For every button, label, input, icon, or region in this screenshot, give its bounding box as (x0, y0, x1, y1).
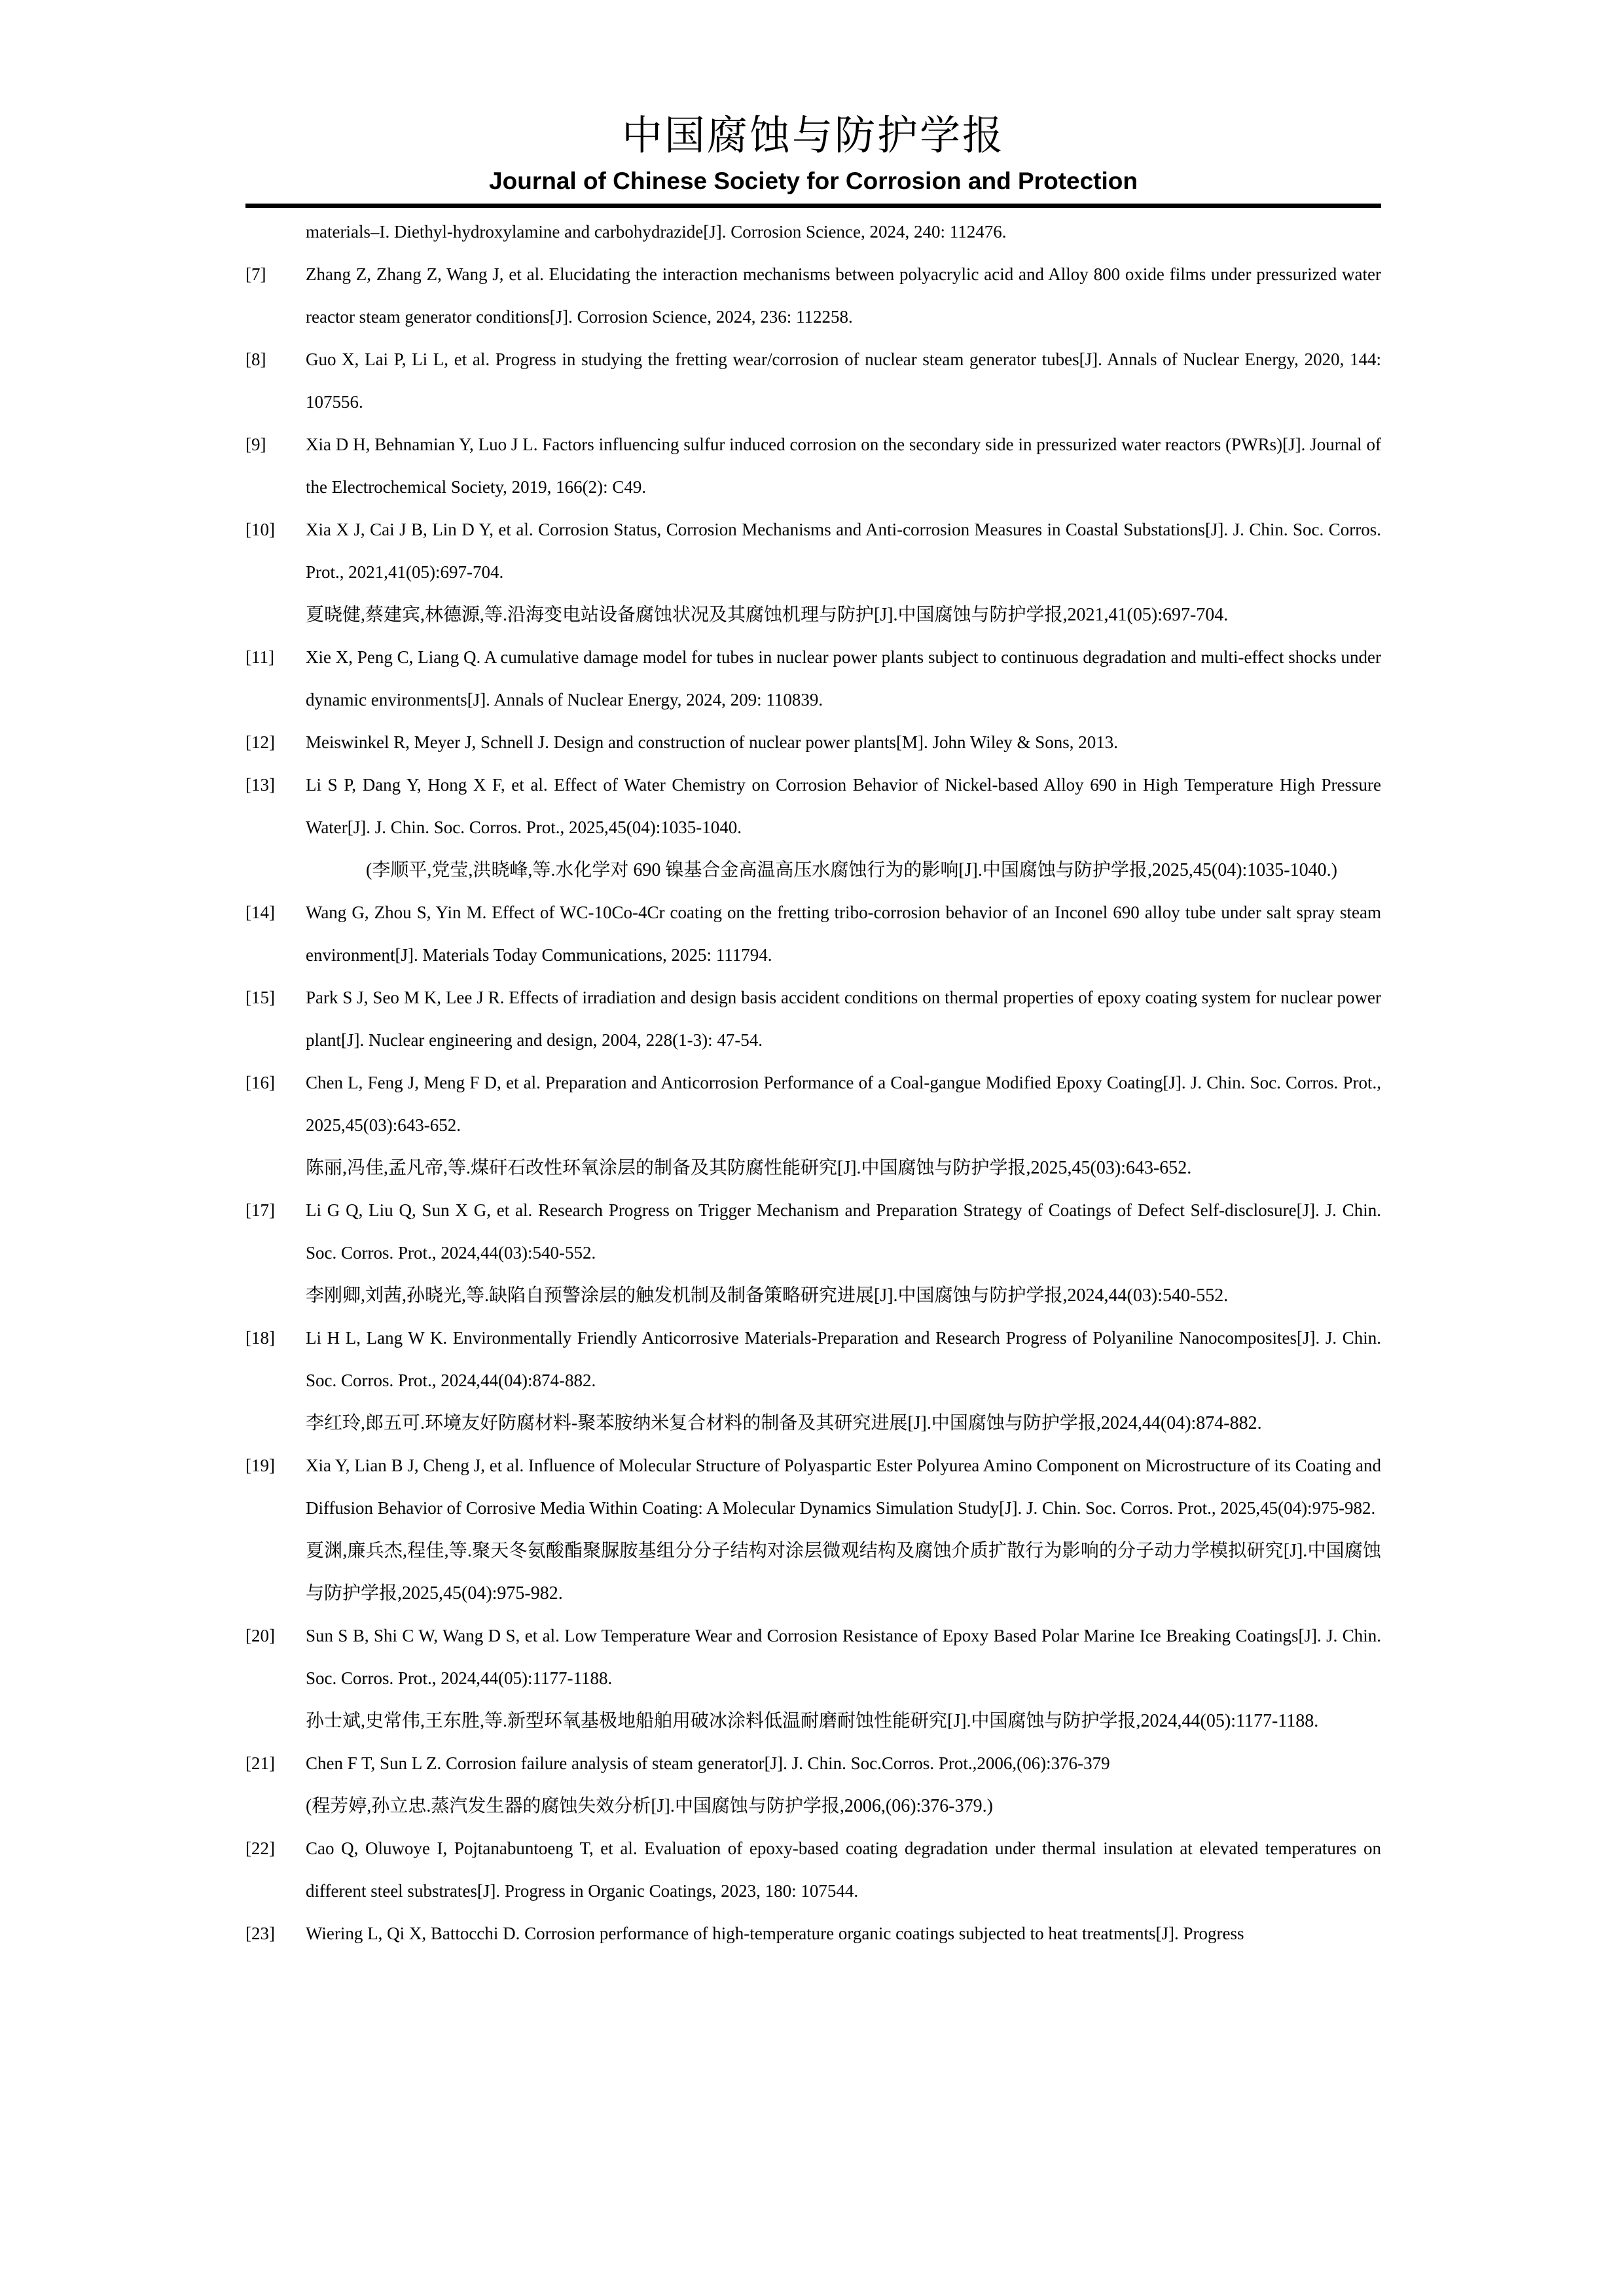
reference-item (245, 1912, 1381, 1955)
reference-text-zh: 夏晓健,蔡建宾,林德源,等.沿海变电站设备腐蚀状况及其腐蚀机理与防护[J].中国腐蚀与防护学报,2021,41(05):697-704. (306, 605, 1229, 625)
reference-text-zh: 李刚卿,刘茜,孙晓光,等.缺陷自预警涂层的触发机制及制备策略研究进展[J].中国腐蚀与防护学报,2024,44(03):540-552. (306, 1285, 1229, 1306)
reference-item (245, 1189, 1381, 1317)
reference-text-en: Wang G, Zhou S, Yin M. Effect of WC-10Co-4Cr coating on the fretting tribo-corrosion behavior of an Inconel 690 alloy tube under salt spray steam environment[J]. Materials Today Communications, 2025: 111794. (306, 903, 1381, 965)
reference-number: [17] (245, 1200, 275, 1220)
reference-text-en: Chen F T, Sun L Z. Corrosion failure analysis of steam generator[J]. J. Chin. Soc.Corros. Prot.,2006,(06):376-379 (306, 1753, 1110, 1773)
reference-item (245, 423, 1381, 509)
reference-item (245, 338, 1381, 423)
reference-number: [22] (245, 1839, 275, 1858)
reference-text-en: Li H L, Lang W K. Environmentally Friendly Anticorrosive Materials-Preparation and Research Progress of Polyaniline Nanocomposites[J]. J. Chin. Soc. Corros. Prot., 2024,44(04):874-882. (306, 1328, 1381, 1390)
reference-item (245, 977, 1381, 1062)
reference-item (245, 1827, 1381, 1912)
journal-title-en: Journal of Chinese Society for Corrosion and Protection (489, 168, 1138, 194)
reference-text-en: Chen L, Feng J, Meng F D, et al. Preparation and Anticorrosion Performance of a Coal-gangue Modified Epoxy Coating[J]. J. Chin. Soc. Corros. Prot., 2025,45(03):643-652. (306, 1073, 1381, 1135)
reference-number: [15] (245, 988, 275, 1007)
reference-number: [16] (245, 1073, 275, 1092)
reference-number: [18] (245, 1328, 275, 1348)
reference-text-en: Guo X, Lai P, Li L, et al. Progress in studying the fretting wear/corrosion of nuclear steam generator tubes[J]. Annals of Nuclear Energy, 2020, 144: 107556. (306, 350, 1381, 412)
reference-number: [14] (245, 903, 275, 922)
reference-number: [11] (245, 647, 274, 667)
reference-number: [20] (245, 1626, 275, 1645)
reference-text-en: Sun S B, Shi C W, Wang D S, et al. Low Temperature Wear and Corrosion Resistance of Epoxy Based Polar Marine Ice Breaking Coatings[J]. J. Chin. Soc. Corros. Prot., 2024,44(05):1177-1188. (306, 1626, 1381, 1688)
reference-item (245, 636, 1381, 721)
reference-text-en: Li G Q, Liu Q, Sun X G, et al. Research Progress on Trigger Mechanism and Preparation Strategy of Coatings of Defect Self-disclosure[J]. J. Chin. Soc. Corros. Prot., 2024,44(03):540-552. (306, 1200, 1381, 1263)
reference-text-en: Xia X J, Cai J B, Lin D Y, et al. Corrosion Status, Corrosion Mechanisms and Anti-corrosion Measures in Coastal Substations[J]. J. Chin. Soc. Corros. Prot., 2021,41(05):697-704. (306, 520, 1381, 582)
reference-number: [21] (245, 1753, 275, 1773)
reference-text-en: Xia D H, Behnamian Y, Luo J L. Factors influencing sulfur induced corrosion on the secondary side in pressurized water reactors (PWRs)[J]. Journal of the Electrochemical Society, 2019, 166(2): C49. (306, 435, 1381, 497)
references-list (245, 211, 1381, 1955)
reference-text-zh: 李红玲,郎五可.环境友好防腐材料-聚苯胺纳米复合材料的制备及其研究进展[J].中国腐蚀与防护学报,2024,44(04):874-882. (306, 1413, 1262, 1433)
reference-number: [10] (245, 520, 275, 539)
reference-text-en: materials–I. Diethyl-hydroxylamine and carbohydrazide[J]. Corrosion Science, 2024, 240: 112476. (306, 222, 1007, 242)
journal-header (245, 0, 1381, 208)
reference-text-zh: (程芳婷,孙立忠.蒸汽发生器的腐蚀失效分析[J].中国腐蚀与防护学报,2006,(06):376-379.) (306, 1796, 993, 1816)
reference-number: [12] (245, 732, 275, 752)
reference-text-zh: 孙士斌,史常伟,王东胜,等.新型环氧基极地船舶用破冰涂料低温耐磨耐蚀性能研究[J].中国腐蚀与防护学报,2024,44(05):1177-1188. (306, 1711, 1319, 1731)
reference-text-en: Li S P, Dang Y, Hong X F, et al. Effect of Water Chemistry on Corrosion Behavior of Nickel-based Alloy 690 in High Temperature High Pressure Water[J]. J. Chin. Soc. Corros. Prot., 2025,45(04):1035-1040. (306, 775, 1381, 837)
reference-number: [9] (245, 435, 266, 454)
reference-number: [13] (245, 775, 275, 795)
reference-text-en: Wiering L, Qi X, Battocchi D. Corrosion performance of high-temperature organic coatings subjected to heat treatments[J]. Progress (306, 1924, 1244, 1943)
reference-item (245, 1615, 1381, 1742)
reference-item (245, 721, 1381, 764)
reference-text-zh: (李顺平,党莹,洪晓峰,等.水化学对 690 镍基合金高温高压水腐蚀行为的影响[J].中国腐蚀与防护学报,2025,45(04):1035-1040.) (366, 860, 1337, 880)
reference-item (245, 1317, 1381, 1444)
reference-text-zh: 陈丽,冯佳,孟凡帝,等.煤矸石改性环氧涂层的制备及其防腐性能研究[J].中国腐蚀与防护学报,2025,45(03):643-652. (306, 1158, 1192, 1178)
reference-text-en: Park S J, Seo M K, Lee J R. Effects of irradiation and design basis accident conditions on thermal properties of epoxy coating system for nuclear power plant[J]. Nuclear engineering and design, 2004, 228(1-3): 47-54. (306, 988, 1381, 1050)
reference-text-zh: 夏渊,廉兵杰,程佳,等.聚天冬氨酸酯聚脲胺基组分分子结构对涂层微观结构及腐蚀介质扩散行为影响的分子动力学模拟研究[J].中国腐蚀与防护学报,2025,45(04):975-982. (306, 1541, 1381, 1604)
reference-number: [23] (245, 1924, 275, 1943)
reference-item (245, 253, 1381, 338)
reference-text-en: Xia Y, Lian B J, Cheng J, et al. Influence of Molecular Structure of Polyaspartic Ester Polyurea Amino Component on Microstructure of its Coating and Diffusion Behavior of Corrosive Media Within Coating: A Molecular Dynamics Simulation Study[J]. J. Chin. Soc. Corros. Prot., 2025,45(04):975-982. (306, 1456, 1381, 1518)
reference-item (245, 891, 1381, 977)
reference-item (245, 509, 1381, 636)
reference-number: [7] (245, 264, 266, 284)
reference-item (245, 1742, 1381, 1827)
reference-item (245, 1444, 1381, 1615)
journal-title-zh: 中国腐蚀与防护学报 (621, 114, 1005, 158)
reference-text-en: Meiswinkel R, Meyer J, Schnell J. Design and construction of nuclear power plants[M]. John Wiley & Sons, 2013. (306, 732, 1118, 752)
header-divider (245, 204, 1381, 208)
reference-text-en: Cao Q, Oluwoye I, Pojtanabuntoeng T, et al. Evaluation of epoxy-based coating degradation under thermal insulation at elevated temperatures on different steel substrates[J]. Progress in Organic Coatings, 2023, 180: 107544. (306, 1839, 1381, 1901)
reference-item (245, 1062, 1381, 1189)
reference-text-en: Zhang Z, Zhang Z, Wang J, et al. Elucidating the interaction mechanisms between polyacrylic acid and Alloy 800 oxide films under pressurized water reactor steam generator conditions[J]. Corrosion Science, 2024, 236: 112258. (306, 264, 1381, 327)
reference-item (245, 764, 1381, 891)
reference-number: [8] (245, 350, 266, 369)
reference-continuation (245, 211, 1381, 253)
reference-text-en: Xie X, Peng C, Liang Q. A cumulative damage model for tubes in nuclear power plants subject to continuous degradation and multi-effect shocks under dynamic environments[J]. Annals of Nuclear Energy, 2024, 209: 110839. (306, 647, 1381, 709)
reference-number: [19] (245, 1456, 275, 1475)
